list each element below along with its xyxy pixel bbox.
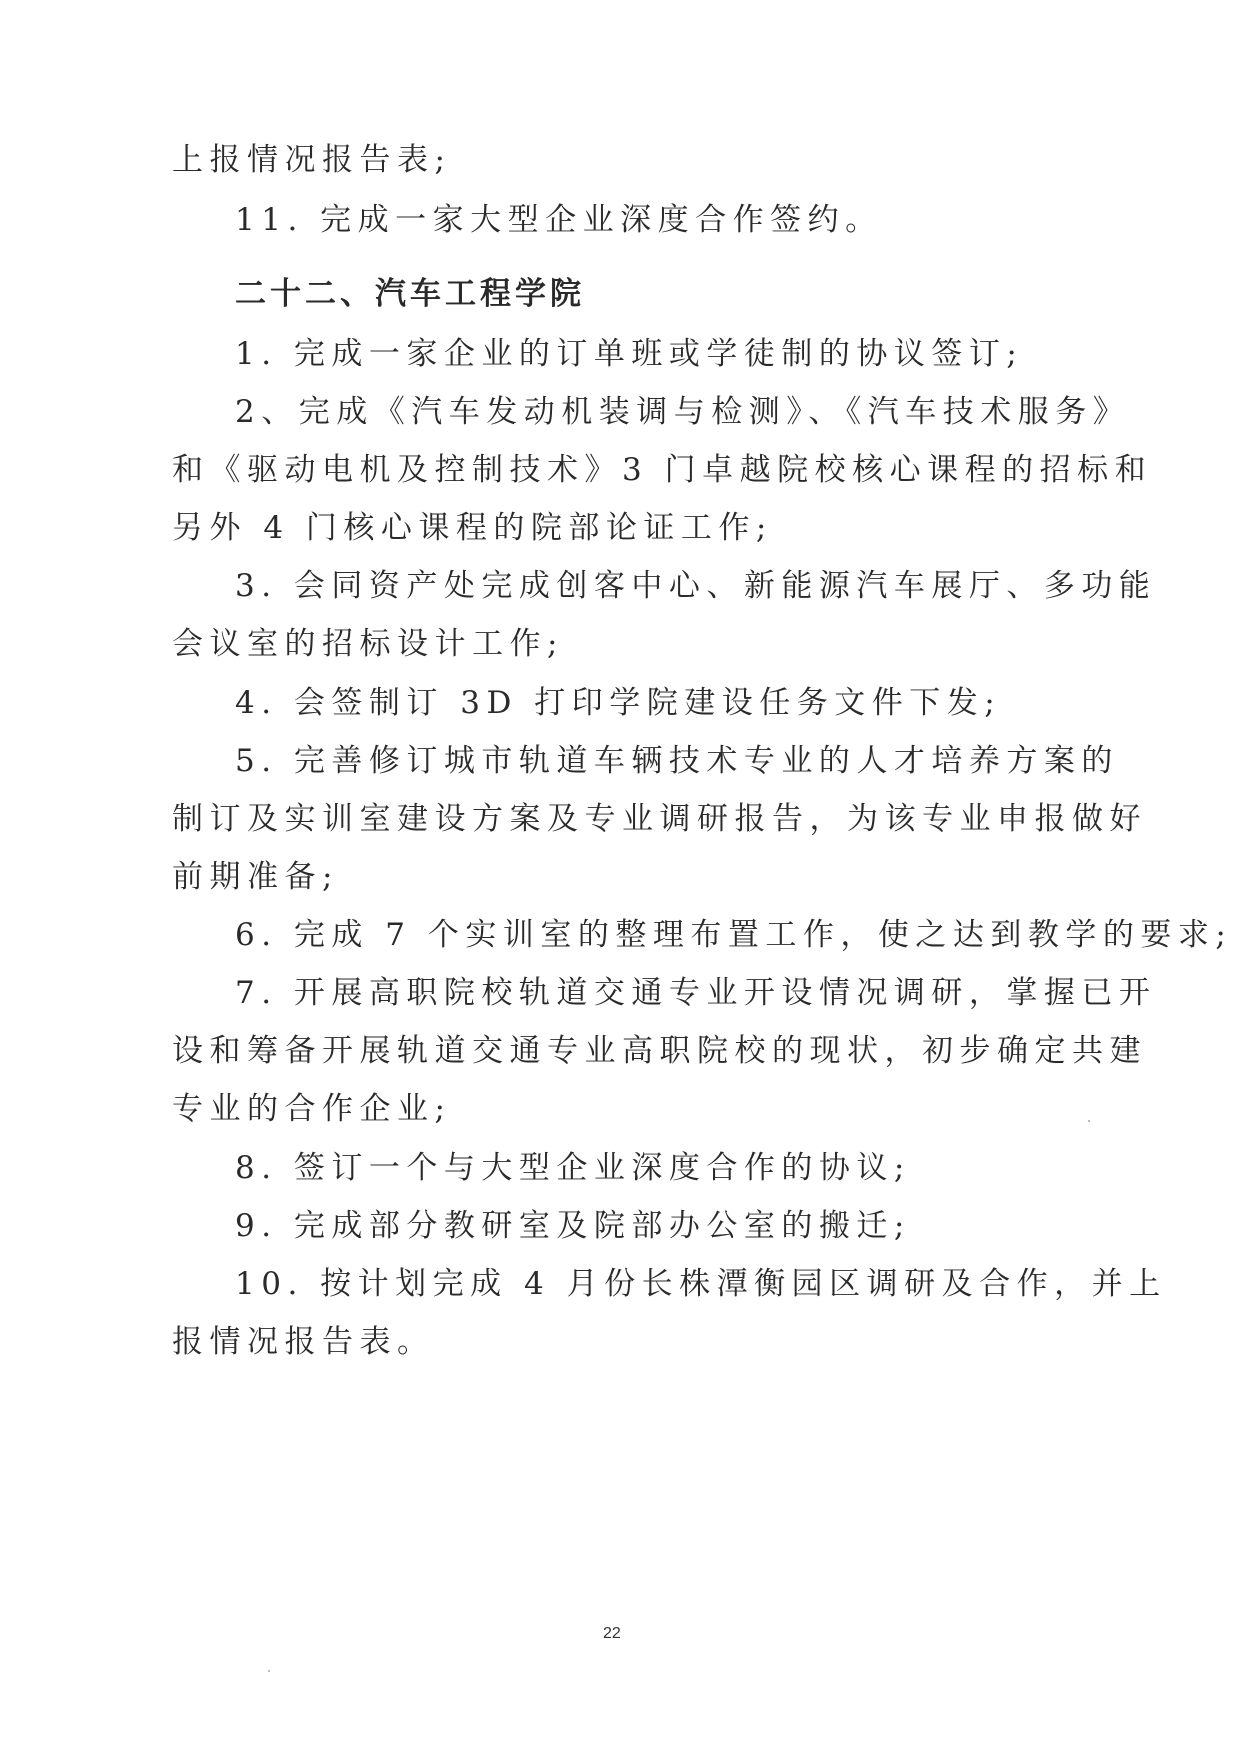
continuation-line: 上报情况报告表;: [172, 142, 452, 178]
list-item: 2、完成《汽车发动机装调与检测》、《汽车技术服务》: [235, 394, 1131, 430]
list-item: 5. 完善修订城市轨道车辆技术专业的人才培养方案的: [235, 743, 1119, 779]
list-item: 4. 会签制订 3D 打印学院建设任务文件下发;: [235, 685, 1002, 721]
list-item: 6. 完成 7 个实训室的整理布置工作，使之达到教学的要求;: [235, 917, 1233, 953]
list-item: 3. 会同资产处完成创客中心、新能源汽车展厅、多功能: [235, 568, 1157, 604]
list-item-continuation: 制订及实训室建设方案及专业调研报告，为该专业申报做好: [172, 801, 1147, 837]
list-item: 11. 完成一家大型企业深度合作签约。: [235, 202, 883, 238]
list-item: 9. 完成部分教研室及院部办公室的搬迁;: [235, 1208, 911, 1244]
section-heading: 二十二、汽车工程学院: [235, 276, 585, 312]
scan-speck: [268, 1670, 270, 1672]
list-item: 8. 签订一个与大型企业深度合作的协议;: [235, 1150, 911, 1186]
list-item: 7. 开展高职院校轨道交通专业开设情况调研，掌握已开: [235, 975, 1157, 1011]
list-item-continuation: 前期准备;: [172, 859, 339, 895]
list-item-continuation: 报情况报告表。: [172, 1324, 435, 1360]
list-item-continuation: 设和筹备开展轨道交通专业高职院校的现状，初步确定共建: [172, 1033, 1147, 1069]
list-item: 1. 完成一家企业的订单班或学徒制的协议签订;: [235, 336, 1024, 372]
list-item-continuation: 另外 4 门核心课程的院部论证工作;: [172, 510, 773, 546]
list-item-continuation: 和《驱动电机及控制技术》3 门卓越院校核心课程的招标和: [172, 452, 1153, 488]
page-number: 22: [603, 1625, 621, 1642]
scan-speck: [1088, 1120, 1090, 1122]
list-item-continuation: 专业的合作企业;: [172, 1091, 452, 1127]
list-item-continuation: 会议室的招标设计工作;: [172, 626, 564, 662]
list-item: 10. 按计划完成 4 月份长株潭衡园区调研及合作，并上: [235, 1266, 1167, 1302]
